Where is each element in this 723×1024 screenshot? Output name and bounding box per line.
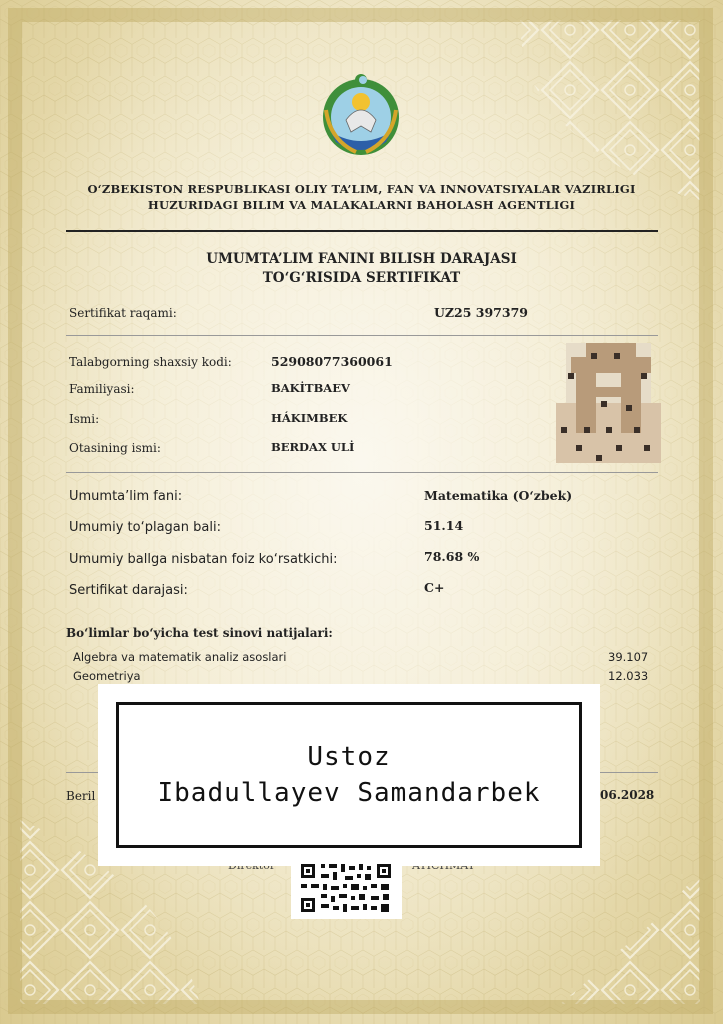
overlay-card xyxy=(116,702,582,848)
sections-heading: Bo‘limlar bo‘yicha test sinovi natijalari: xyxy=(66,626,333,640)
certificate-number-value: UZ25 397379 xyxy=(434,305,528,320)
grade-value: C+ xyxy=(424,580,445,595)
patronymic-value: BERDAX ULİ xyxy=(271,440,355,454)
section-row-name: Algebra va matematik analiz asoslari xyxy=(73,650,287,664)
state-emblem-icon xyxy=(316,70,406,160)
section-row-name: Geometriya xyxy=(73,669,141,683)
personal-id-label: Talabgorning shaxsiy kodi: xyxy=(69,355,232,369)
applicant-photo xyxy=(556,343,661,463)
section-row-score: 39.107 xyxy=(608,650,649,664)
overlay-line-1: Ustoz xyxy=(307,742,391,772)
percent-value: 78.68 % xyxy=(424,549,480,564)
personal-id-value: 52908077360061 xyxy=(271,354,393,369)
score-label: Umumiy to‘plagan bali: xyxy=(69,520,221,535)
section-rule-2 xyxy=(66,472,658,473)
surname-label: Familiyasi: xyxy=(69,382,135,396)
subject-label: Umumta’lim fani: xyxy=(69,489,183,504)
agency-line-2: HUZURIDAGI BILIM VA MALAKALARNI BAHOLASH AGENTLIGI xyxy=(147,198,576,212)
given-date-label: Beril xyxy=(66,789,96,803)
section-rule-3-right xyxy=(600,772,658,773)
certificate-number-label: Sertifikat raqami: xyxy=(69,306,177,320)
certificate-title-line-1: UMUMTA’LIM FANINI BILISH DARAJASI xyxy=(206,251,517,267)
score-value: 51.14 xyxy=(424,518,464,533)
certificate-title-line-2: TO‘G‘RISIDA SERTIFIKAT xyxy=(262,270,461,286)
percent-label: Umumiy ballga nisbatan foiz ko‘rsatkichi: xyxy=(69,552,338,567)
agency-line-1: O‘ZBEKISTON RESPUBLIKASI OLIY TA’LIM, FAN VA INNOVATSIYALAR VAZIRLIGI xyxy=(87,182,636,196)
subject-value: Matematika (O‘zbek) xyxy=(424,488,573,503)
header-rule xyxy=(66,230,658,232)
section-row-score: 12.033 xyxy=(608,669,649,683)
expiry-date-value: 06.2028 xyxy=(600,788,655,802)
section-rule xyxy=(66,335,658,336)
surname-value: BAKİTBAEV xyxy=(271,381,350,395)
name-label: Ismi: xyxy=(69,412,100,426)
overlay-line-2: Ibadullayev Samandarbek xyxy=(157,778,541,808)
name-value: HÁKIMBEK xyxy=(271,411,348,425)
qr-code-icon xyxy=(291,856,402,919)
qr-code-area xyxy=(291,856,402,919)
patronymic-label: Otasining ismi: xyxy=(69,441,161,455)
grade-label: Sertifikat darajasi: xyxy=(69,583,188,598)
